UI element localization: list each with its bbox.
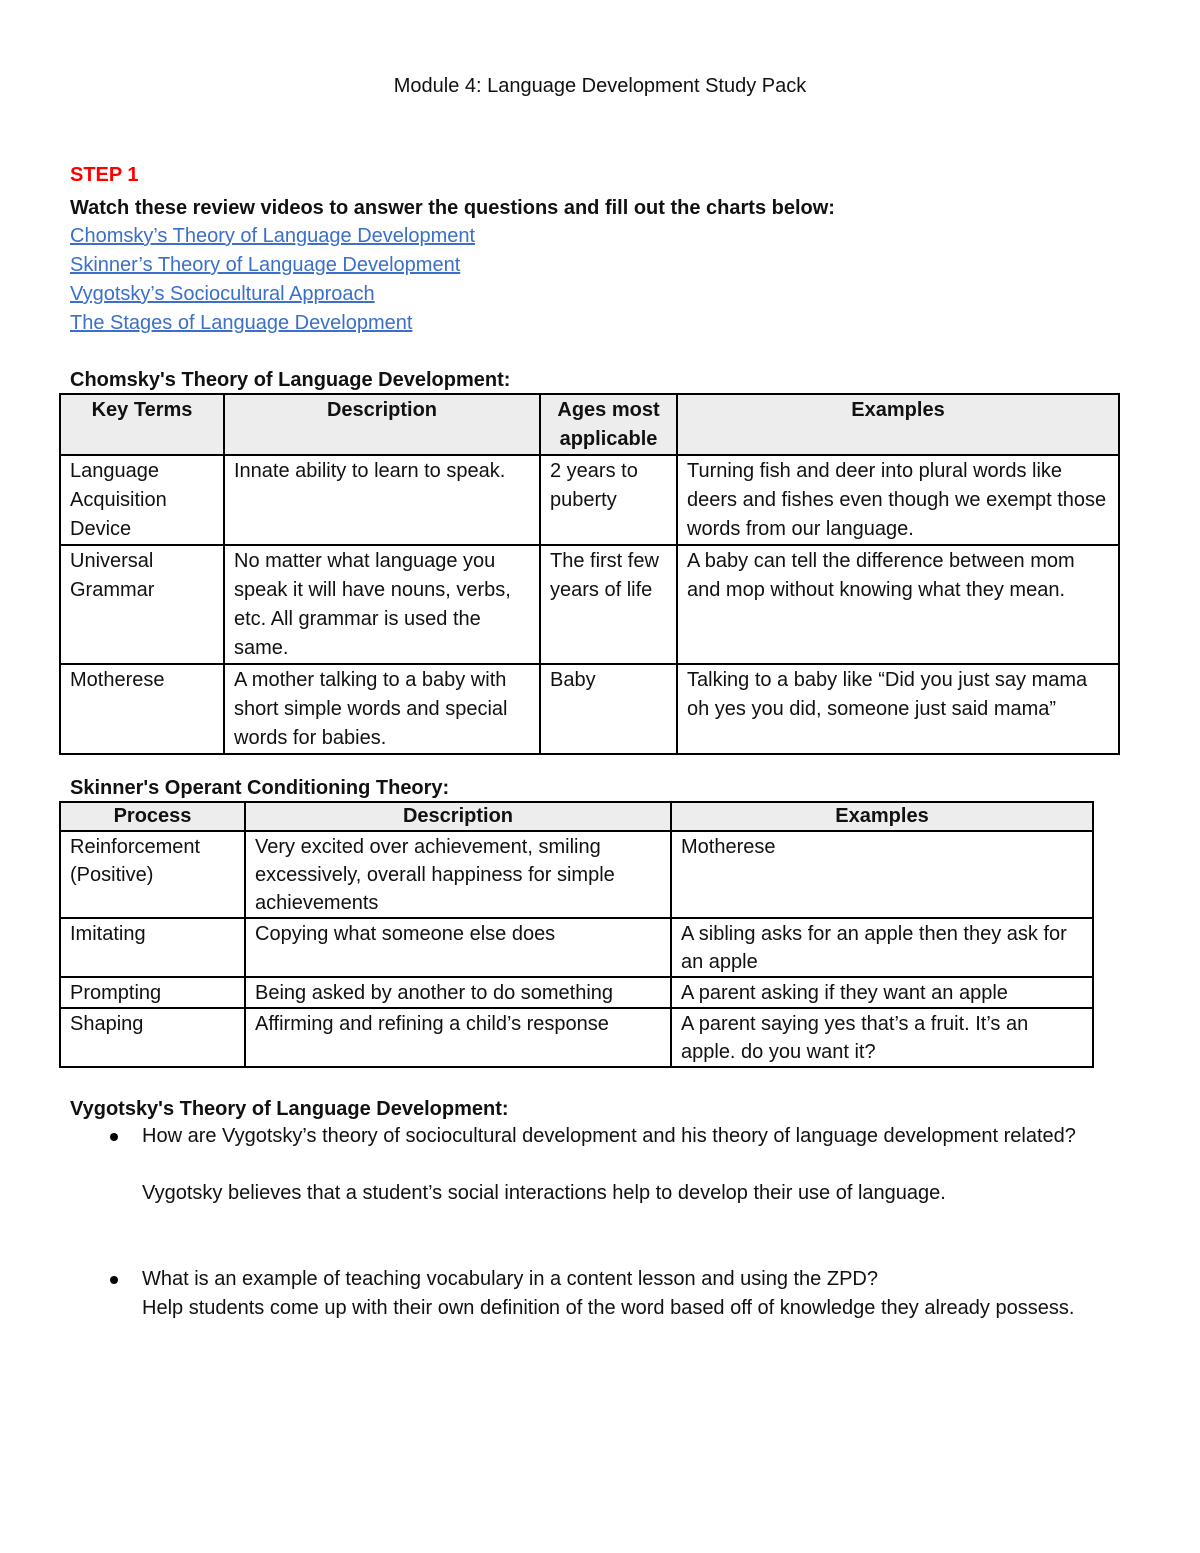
- table-cell: Prompting: [60, 977, 245, 1008]
- answer-text: Vygotsky believes that a student’s social interactions help to develop their use of language.: [142, 1182, 946, 1204]
- table-cell: A baby can tell the difference between mom and mop without knowing what they mean.: [677, 545, 1119, 664]
- table-cell: Shaping: [60, 1008, 245, 1067]
- table-cell: 2 years to puberty: [540, 455, 677, 545]
- table-cell: Copying what someone else does: [245, 918, 671, 977]
- table-row: [60, 918, 1093, 977]
- skinner-heading: Skinner's Operant Conditioning Theory:: [70, 777, 450, 799]
- table-header-cell: Description: [224, 394, 540, 455]
- table-header-cell: Ages most applicable: [540, 394, 677, 455]
- table-row: [60, 1008, 1093, 1067]
- table-header-cell: Examples: [671, 802, 1093, 831]
- table-cell: The first few years of life: [540, 545, 677, 664]
- answer-text: Help students come up with their own definition of the word based off of knowledge they already possess.: [142, 1297, 1075, 1319]
- vygotsky-questions: [70, 1122, 1130, 1323]
- table-cell: Affirming and refining a child’s response: [245, 1008, 671, 1067]
- list-item: [70, 1122, 1130, 1208]
- video-links: [70, 222, 475, 338]
- bullet-icon: [110, 1133, 118, 1141]
- table-cell: Turning fish and deer into plural words like deers and fishes even though we exempt those words from our language.: [677, 455, 1119, 545]
- table-header-cell: Key Terms: [60, 394, 224, 455]
- chomsky-table: [59, 393, 1120, 755]
- table-cell: A parent asking if they want an apple: [671, 977, 1093, 1008]
- table-cell: Imitating: [60, 918, 245, 977]
- table-cell: A parent saying yes that’s a fruit. It’s an apple. do you want it?: [671, 1008, 1093, 1067]
- skinner-table: [59, 801, 1094, 1068]
- table-cell: Motherese: [671, 831, 1093, 918]
- table-header-cell: Examples: [677, 394, 1119, 455]
- table-cell: Baby: [540, 664, 677, 754]
- table-header-row: [60, 394, 1119, 455]
- table-row: [60, 664, 1119, 754]
- vygotsky-heading: Vygotsky's Theory of Language Development:: [70, 1098, 509, 1120]
- table-row: [60, 545, 1119, 664]
- table-header-cell: Process: [60, 802, 245, 831]
- table-header-row: [60, 802, 1093, 831]
- bullet-icon: [110, 1276, 118, 1284]
- table-cell: Reinforcement (Positive): [60, 831, 245, 918]
- table-cell: Language Acquisition Device: [60, 455, 224, 545]
- question-text: What is an example of teaching vocabulary in a content lesson and using the ZPD?: [142, 1268, 878, 1290]
- table-cell: Being asked by another to do something: [245, 977, 671, 1008]
- list-item: [70, 1265, 1130, 1323]
- table-header-cell: Description: [245, 802, 671, 831]
- table-cell: Very excited over achievement, smiling excessively, overall happiness for simple achievements: [245, 831, 671, 918]
- table-cell: Motherese: [60, 664, 224, 754]
- link-skinner-video[interactable]: Skinner’s Theory of Language Development: [70, 254, 461, 276]
- chomsky-heading: Chomsky's Theory of Language Development:: [70, 369, 511, 391]
- step-label: STEP 1: [70, 164, 139, 186]
- table-cell: A mother talking to a baby with short simple words and special words for babies.: [224, 664, 540, 754]
- link-vygotsky-video[interactable]: Vygotsky’s Sociocultural Approach: [70, 283, 375, 305]
- table-cell: A sibling asks for an apple then they ask for an apple: [671, 918, 1093, 977]
- link-chomsky-video[interactable]: Chomsky’s Theory of Language Development: [70, 225, 476, 247]
- table-row: [60, 455, 1119, 545]
- table-cell: No matter what language you speak it will have nouns, verbs, etc. All grammar is used the same.: [224, 545, 540, 664]
- table-cell: Talking to a baby like “Did you just say mama oh yes you did, someone just said mama”: [677, 664, 1119, 754]
- instructions-text: Watch these review videos to answer the questions and fill out the charts below:: [70, 197, 835, 219]
- question-text: How are Vygotsky’s theory of sociocultural development and his theory of language development related?: [142, 1125, 1076, 1147]
- table-cell: Universal Grammar: [60, 545, 224, 664]
- table-row: [60, 977, 1093, 1008]
- table-row: [60, 831, 1093, 918]
- link-stages-video[interactable]: The Stages of Language Development: [70, 312, 413, 334]
- page-title: Module 4: Language Development Study Pack: [393, 75, 807, 97]
- table-cell: Innate ability to learn to speak.: [224, 455, 540, 545]
